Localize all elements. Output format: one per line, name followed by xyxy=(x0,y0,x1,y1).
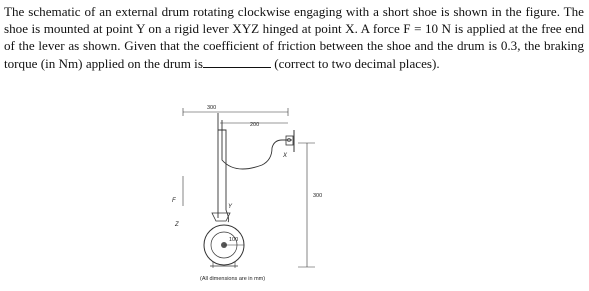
dim-label-right: 300 xyxy=(313,193,323,199)
question-text-main: The schematic of an external drum rotating clockwise engaging with a short shoe is shown in the figure. The shoe is mounted at point Y on a rigid lever XYZ hinged at point X. A force F = 10 N is applied at the free end of the lever as shown. Given that the coefficient of friction between the shoe and the drum is 0.3, the braking torque (in Nm) applied on the drum is xyxy=(4,4,584,71)
label-x: X xyxy=(283,153,288,159)
label-z: Z xyxy=(175,222,179,228)
dim-label-radius: 100 xyxy=(229,237,239,243)
hinge-block xyxy=(286,136,293,145)
dim-label-top: 300 xyxy=(207,105,217,111)
figure-caption: (All dimensions are in mm) xyxy=(200,276,266,282)
label-f: F xyxy=(172,198,176,204)
label-y: Y xyxy=(228,204,233,210)
dim-label-inner: 200 xyxy=(250,122,260,128)
question-text-tail: (correct to two decimal places). xyxy=(274,55,440,71)
